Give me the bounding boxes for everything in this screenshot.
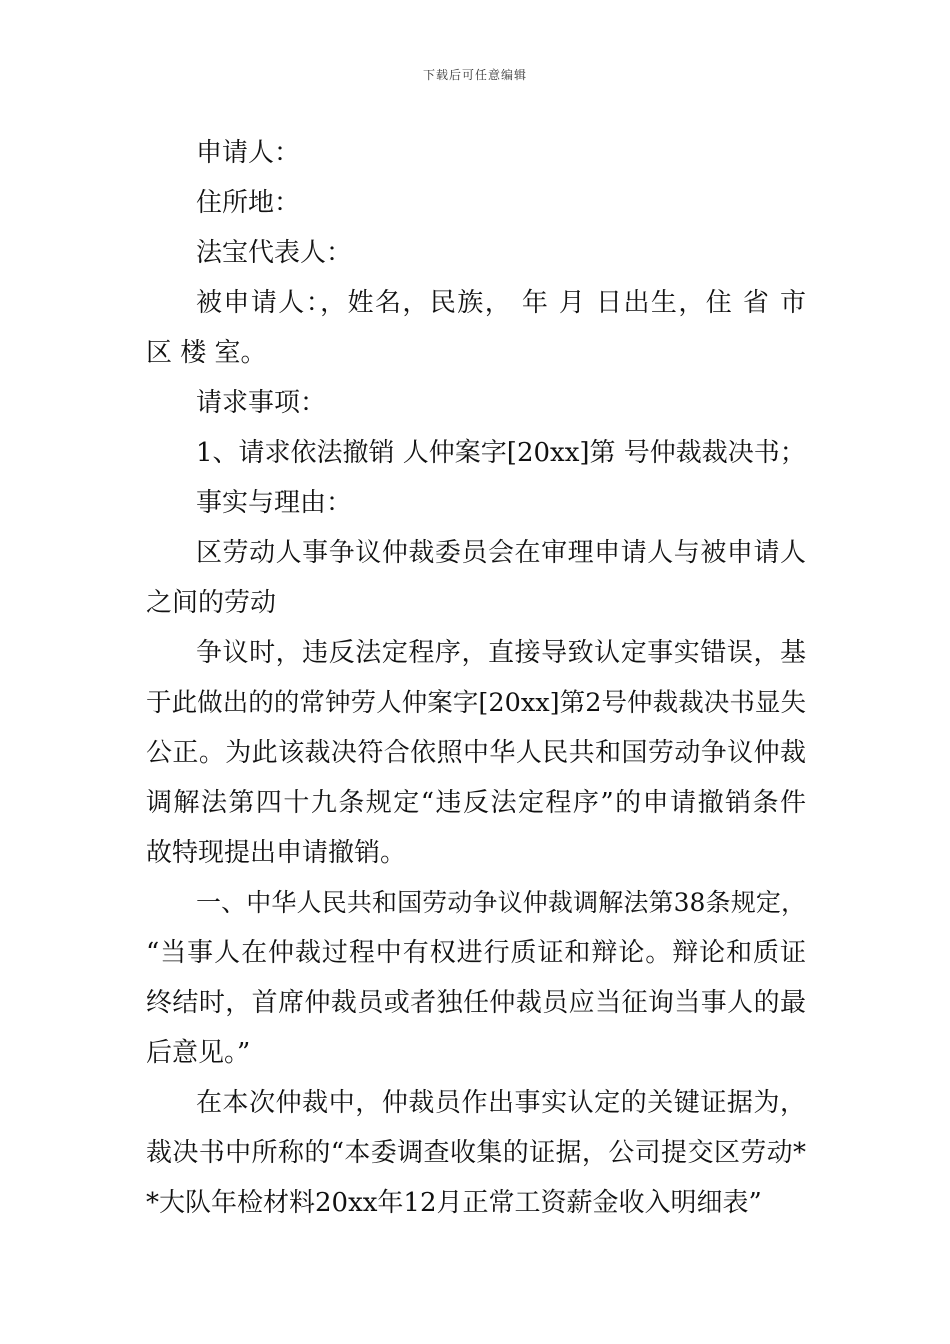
text-line: 裁决书中所称的“本委调查收集的证据，公司提交区劳动* [146, 1138, 806, 1168]
text-line: 在本次仲裁中，仲裁员作出事实认定的关键证据为， [196, 1088, 806, 1118]
text-line: 终结时，首席仲裁员或者独任仲裁员应当征询当事人的最 [146, 988, 806, 1018]
text-line: 法宝代表人： [196, 238, 353, 268]
text-line: 之间的劳动 [146, 588, 277, 618]
text-line: 公正。为此该裁决符合依照中华人民共和国劳动争议仲裁 [146, 738, 806, 768]
text-line: 被申请人：，姓名，民族， 年 月 日出生，住 省 市 [196, 288, 806, 318]
text-line: 区劳动人事争议仲裁委员会在审理申请人与被申请人 [196, 538, 806, 568]
text-line: 区 楼 室。 [146, 338, 267, 368]
text-line: 争议时，违反法定程序，直接导致认定事实错误，基 [196, 638, 806, 668]
text-line: 请求事项： [196, 388, 327, 418]
text-line: 住所地： [196, 188, 301, 218]
text-line: 调解法第四十九条规定“违反法定程序”的申请撤销条件 [146, 788, 806, 818]
page-header: 下载后可任意编辑 [422, 68, 527, 82]
text-line: *大队年检材料20xx年12月正常工资薪金收入明细表” [146, 1188, 762, 1218]
text-line: “当事人在仲裁过程中有权进行质证和辩论。辩论和质证 [146, 938, 806, 968]
text-line: 故特现提出申请撤销。 [146, 838, 407, 868]
text-line: 事实与理由： [196, 488, 353, 518]
text-line: 1、请求依法撤销 人仲案字[20xx]第 号仲裁裁决书； [196, 438, 806, 468]
text-line: 申请人： [196, 138, 301, 168]
text-line: 于此做出的的常钟劳人仲案字[20xx]第2号仲裁裁决书显失 [146, 688, 806, 718]
document-body [146, 128, 806, 1228]
text-line: 后意见。” [146, 1038, 251, 1068]
text-line: 一、中华人民共和国劳动争议仲裁调解法第38条规定， [196, 888, 806, 917]
